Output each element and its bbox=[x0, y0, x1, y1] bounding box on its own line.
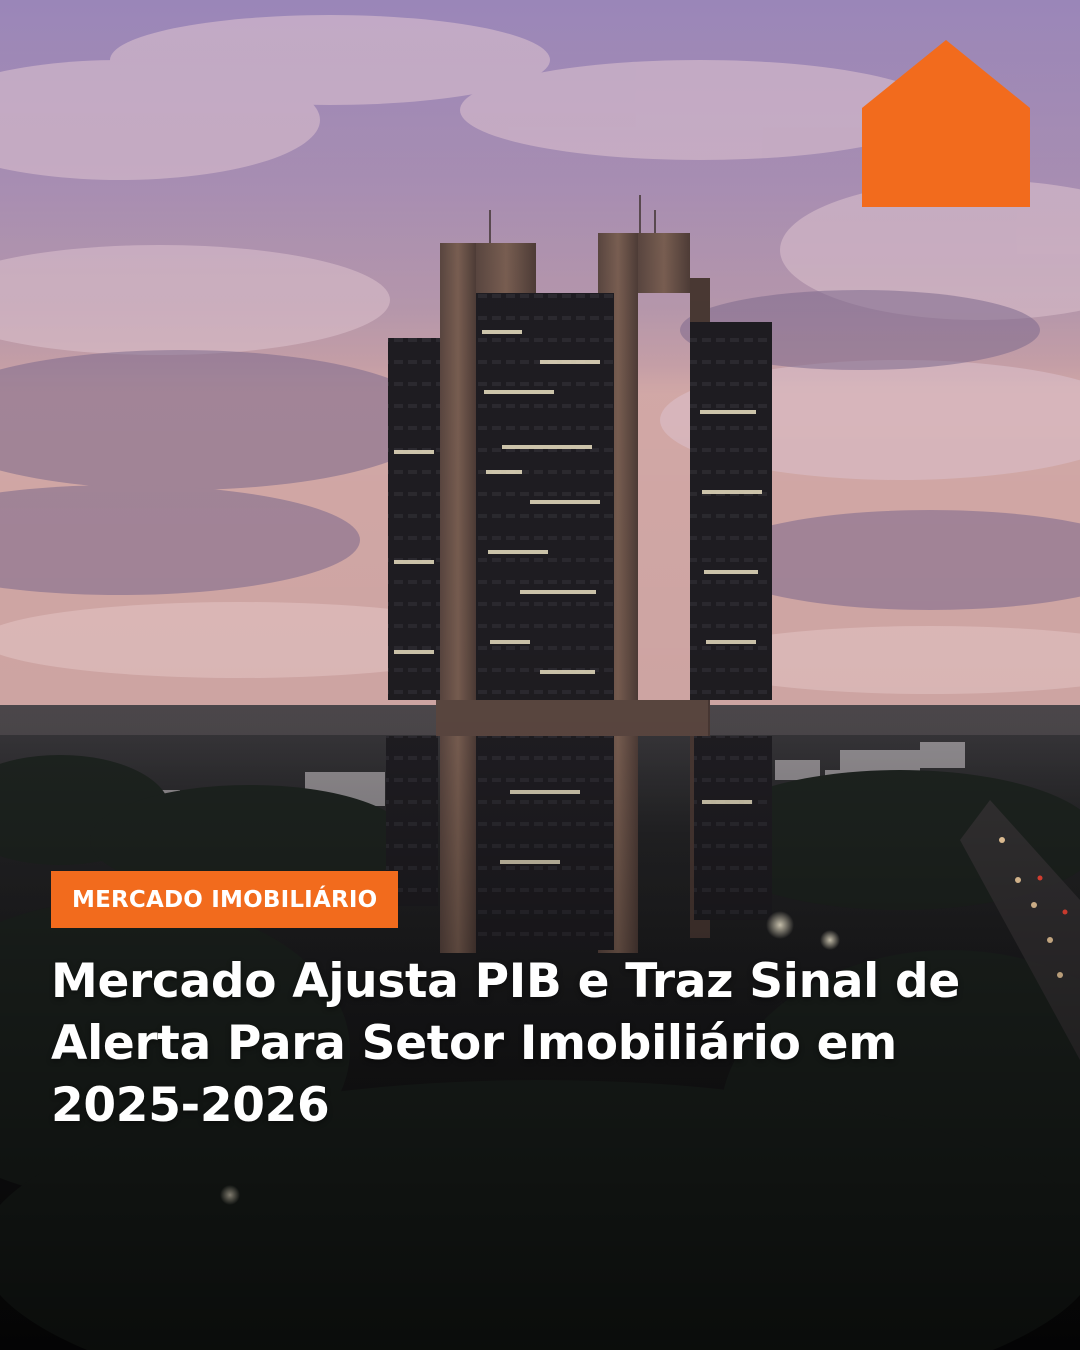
headline: Mercado Ajusta PIB e Traz Sinal de Alerta Para Setor Imobiliário em 2025-2026 bbox=[51, 954, 960, 1133]
category-badge: MERCADO IMOBILIÁRIO bbox=[51, 871, 398, 928]
house-icon bbox=[862, 40, 1030, 208]
